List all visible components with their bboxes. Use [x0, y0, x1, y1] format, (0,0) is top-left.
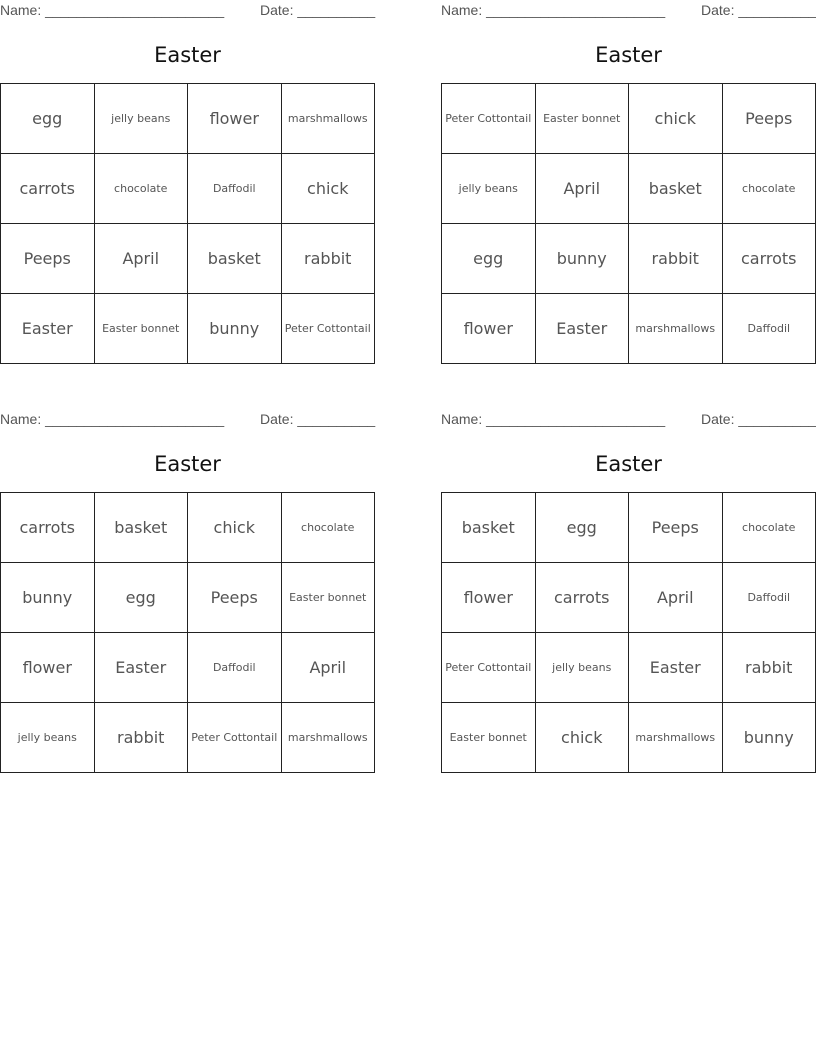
bingo-cell[interactable]: Daffodil — [188, 633, 282, 703]
bingo-cell[interactable]: egg — [1, 84, 95, 154]
name-field[interactable]: Name: _______________________ — [0, 2, 225, 18]
date-field[interactable]: Date: __________ — [260, 411, 376, 427]
card-title: Easter — [595, 452, 662, 476]
bingo-grid — [0, 83, 375, 364]
bingo-cell[interactable]: jelly beans — [442, 154, 536, 224]
bingo-cell[interactable]: Easter — [1, 294, 95, 364]
bingo-cell[interactable]: Peter Cottontail — [442, 84, 536, 154]
bingo-cell[interactable]: Peter Cottontail — [188, 703, 282, 773]
bingo-cell[interactable]: Daffodil — [723, 563, 816, 633]
bingo-cell[interactable]: egg — [536, 493, 630, 563]
bingo-cell[interactable]: flower — [442, 294, 536, 364]
bingo-cell[interactable]: Easter bonnet — [95, 294, 189, 364]
bingo-cell[interactable]: Daffodil — [188, 154, 282, 224]
date-field[interactable]: Date: __________ — [701, 2, 816, 18]
bingo-grid — [441, 492, 816, 773]
bingo-cell[interactable]: bunny — [188, 294, 282, 364]
bingo-cell[interactable]: chick — [282, 154, 376, 224]
bingo-cell[interactable]: flower — [188, 84, 282, 154]
bingo-cell[interactable]: rabbit — [95, 703, 189, 773]
bingo-cell[interactable]: bunny — [536, 224, 630, 294]
bingo-cell[interactable]: Peeps — [629, 493, 723, 563]
bingo-cell[interactable]: Peeps — [723, 84, 816, 154]
bingo-cell[interactable]: chocolate — [723, 154, 816, 224]
bingo-cell[interactable]: April — [95, 224, 189, 294]
bingo-cell[interactable]: carrots — [1, 493, 95, 563]
bingo-cell[interactable]: egg — [442, 224, 536, 294]
bingo-cell[interactable]: carrots — [723, 224, 816, 294]
bingo-cell[interactable]: flower — [442, 563, 536, 633]
bingo-cell[interactable]: Peeps — [1, 224, 95, 294]
bingo-cell[interactable]: marshmallows — [629, 294, 723, 364]
bingo-cell[interactable]: basket — [629, 154, 723, 224]
name-date-row — [441, 411, 816, 429]
bingo-cell[interactable]: jelly beans — [536, 633, 630, 703]
card-title: Easter — [595, 43, 662, 67]
bingo-card-4 — [441, 409, 816, 773]
bingo-cell[interactable]: jelly beans — [1, 703, 95, 773]
name-field[interactable]: Name: _______________________ — [441, 2, 666, 18]
bingo-cell[interactable]: Easter — [536, 294, 630, 364]
bingo-card-2 — [441, 0, 816, 364]
bingo-cell[interactable]: basket — [442, 493, 536, 563]
date-field[interactable]: Date: __________ — [701, 411, 816, 427]
bingo-cell[interactable]: April — [282, 633, 376, 703]
name-date-row — [0, 2, 375, 20]
bingo-cell[interactable]: Peeps — [188, 563, 282, 633]
card-title: Easter — [154, 43, 221, 67]
bingo-grid — [0, 492, 375, 773]
name-date-row — [441, 2, 816, 20]
bingo-grid — [441, 83, 816, 364]
bingo-cell[interactable]: carrots — [536, 563, 630, 633]
bingo-cell[interactable]: April — [629, 563, 723, 633]
bingo-cell[interactable]: chocolate — [723, 493, 816, 563]
bingo-cell[interactable]: Peter Cottontail — [442, 633, 536, 703]
bingo-cell[interactable]: basket — [188, 224, 282, 294]
bingo-cell[interactable]: chick — [629, 84, 723, 154]
bingo-cell[interactable]: marshmallows — [282, 703, 376, 773]
bingo-cell[interactable]: flower — [1, 633, 95, 703]
bingo-cell[interactable]: marshmallows — [282, 84, 376, 154]
bingo-cell[interactable]: chick — [536, 703, 630, 773]
bingo-cell[interactable]: rabbit — [282, 224, 376, 294]
bingo-cell[interactable]: carrots — [1, 154, 95, 224]
bingo-cell[interactable]: egg — [95, 563, 189, 633]
name-field[interactable]: Name: _______________________ — [441, 411, 666, 427]
bingo-cell[interactable]: bunny — [1, 563, 95, 633]
bingo-cell[interactable]: Easter — [629, 633, 723, 703]
name-date-row — [0, 411, 375, 429]
bingo-cell[interactable]: rabbit — [629, 224, 723, 294]
bingo-cell[interactable]: jelly beans — [95, 84, 189, 154]
bingo-card-1 — [0, 0, 375, 364]
bingo-cell[interactable]: rabbit — [723, 633, 816, 703]
bingo-cell[interactable]: chick — [188, 493, 282, 563]
bingo-cell[interactable]: bunny — [723, 703, 816, 773]
date-field[interactable]: Date: __________ — [260, 2, 376, 18]
bingo-cell[interactable]: basket — [95, 493, 189, 563]
bingo-cell[interactable]: Easter bonnet — [536, 84, 630, 154]
bingo-cell[interactable]: Daffodil — [723, 294, 816, 364]
bingo-cell[interactable]: Easter bonnet — [282, 563, 376, 633]
bingo-card-3 — [0, 409, 375, 773]
bingo-cell[interactable]: chocolate — [282, 493, 376, 563]
name-field[interactable]: Name: _______________________ — [0, 411, 225, 427]
bingo-cell[interactable]: April — [536, 154, 630, 224]
bingo-cell[interactable]: chocolate — [95, 154, 189, 224]
bingo-cell[interactable]: marshmallows — [629, 703, 723, 773]
bingo-cell[interactable]: Easter — [95, 633, 189, 703]
card-title: Easter — [154, 452, 221, 476]
bingo-cell[interactable]: Easter bonnet — [442, 703, 536, 773]
bingo-cell[interactable]: Peter Cottontail — [282, 294, 376, 364]
